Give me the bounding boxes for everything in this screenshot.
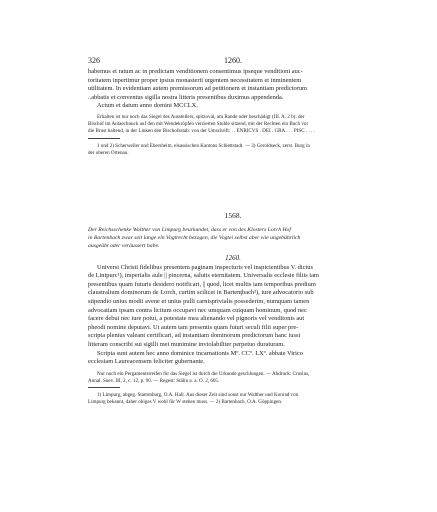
footnote-line: 1) Limpurg, abgeg. Stammburg, O.A. Hall. Aus dieser Zeit sind sonst nur Walther und Konrad von bbox=[97, 392, 299, 399]
text-line: scripta plenius valeant certificari, ad instantiam dominorum predictorum hanc iussi bbox=[88, 332, 301, 340]
footnote-line: Limpurg bekannt, daher obiges V wohl für W stehen muss. — 2) Bartenbach, O.A. Göppingen. bbox=[88, 399, 283, 406]
text-line: ..abbatis et conventus sigilla nostra litteris presentibus duximus appendenda. bbox=[88, 93, 284, 101]
footnote-divider bbox=[88, 138, 120, 139]
charter-notes bbox=[88, 371, 378, 407]
text-line: stipendio unius modii avene et unius pulli carnisprivialis possederim, numquam tamen bbox=[88, 297, 310, 305]
text-line: Universi Christi fidelibus presentem paginam inspecturis vel inspicientibus V. dictus bbox=[97, 263, 313, 271]
text-line: advocatiam ipsam contra licitum occupavi nec umquam cuiquam hominum, quod nec bbox=[88, 306, 307, 314]
regest-line: Der Reichsschenke Walther von Limpurg beurkundet, dass er von des Klosters Lorch Hof bbox=[88, 226, 291, 233]
text-line: Scripta sunt autem hec anno dominice incarnationis Mº. CCº. LXº. abbate Virico bbox=[97, 349, 303, 357]
footnote-line: Annal. Suev. III, 2, c. 12, p. 90. — Regest: Stälin a. a. O. 2, 605. bbox=[88, 377, 220, 384]
regest bbox=[88, 226, 378, 251]
footnote-line: Bischof im Antaechnuck auf den mit Wendekröpfen verzierten Stuhle sitzend, mit der Rechten ein Buch vor bbox=[88, 121, 309, 128]
text-line: facere debui nec iure potui, a potestate mea alienando vel pignoris vel venditonis aut bbox=[88, 315, 305, 323]
text-line: toritatem inpertimur proper ipsius monasterii urgentem necessitatem et inminentem bbox=[88, 76, 302, 84]
text-line: Actum et datum anno domini MCCLX. bbox=[97, 102, 198, 110]
text-line: presentibus quam futuris desidero notificari, || quod, licet multis iam temporibus predium bbox=[88, 280, 316, 288]
text-line: pheodi nomine deputavi. Ut autem tam presentis quam futuri seculi filii super pre- bbox=[88, 323, 299, 331]
running-head bbox=[88, 56, 378, 68]
page-number: 326 bbox=[88, 56, 100, 65]
footnote-line: Erhalten ist nur noch das Siegel des Ausstellers, spitzoval, am Rande oder beschädigt (III. A. 2 b): der bbox=[97, 113, 305, 120]
previous-charter-text bbox=[88, 68, 378, 111]
footnote-divider bbox=[88, 387, 120, 388]
running-head-year: 1260. bbox=[224, 56, 242, 65]
footnote-line: der oberen Ortenau. bbox=[88, 149, 129, 156]
document-number: 1568. bbox=[224, 210, 242, 220]
previous-charter-notes bbox=[88, 114, 378, 157]
regest-line: ausgeübt oder veräussert habe. bbox=[88, 243, 160, 250]
text-line: ecclesiam Laureacensem feliciter gubernante. bbox=[88, 358, 205, 366]
footnote-line: die Brust haltend, in der Linken den Bischofsstab: von der Umschrift: . . ENRICVS . DEI . GRA . . . PISC . . . . bbox=[88, 128, 315, 135]
text-line: utilitatem. In evidentiam autem premissorum ad petitionem et instantiam predictorum bbox=[88, 85, 308, 93]
book-page bbox=[88, 56, 378, 407]
footnote-line: Nur noch ein Pergamentstreifen für das Siegel ist durch die Urkunde geschlungen. — Abdruck: Crusius, bbox=[97, 370, 310, 377]
text-line: habemus et ratum ac in predictam venditionem consentimus ipseque venditioni auc- bbox=[88, 68, 303, 75]
text-line: claustralium dominorum de Lorch, curtim scilicet in Bartenţbach²), iure advocatorio sub bbox=[88, 289, 314, 297]
footnote-line: 1 und 2) Scherweiler und Ebersheim, elsassischen Kantons Schlettstadt. — 3) Geroldseck, zerst. Burg in bbox=[97, 142, 310, 149]
document-year: 1260. bbox=[225, 253, 241, 262]
text-line: litteram conscribi sui sigilli mei munimine inviolabiliter perpetuo duraturam. bbox=[88, 340, 285, 348]
regest-line: in Bartenbach zwar seit lange ein Vogtrecht bezogen, die Vogtei selbst aber wie ungebührlich bbox=[88, 235, 301, 242]
charter-text bbox=[88, 264, 378, 367]
text-line: de Lintpurc¹), imperialis aule || pincerna, salutis eternitatem. Universalis ecclesie filiis tam bbox=[88, 272, 319, 280]
